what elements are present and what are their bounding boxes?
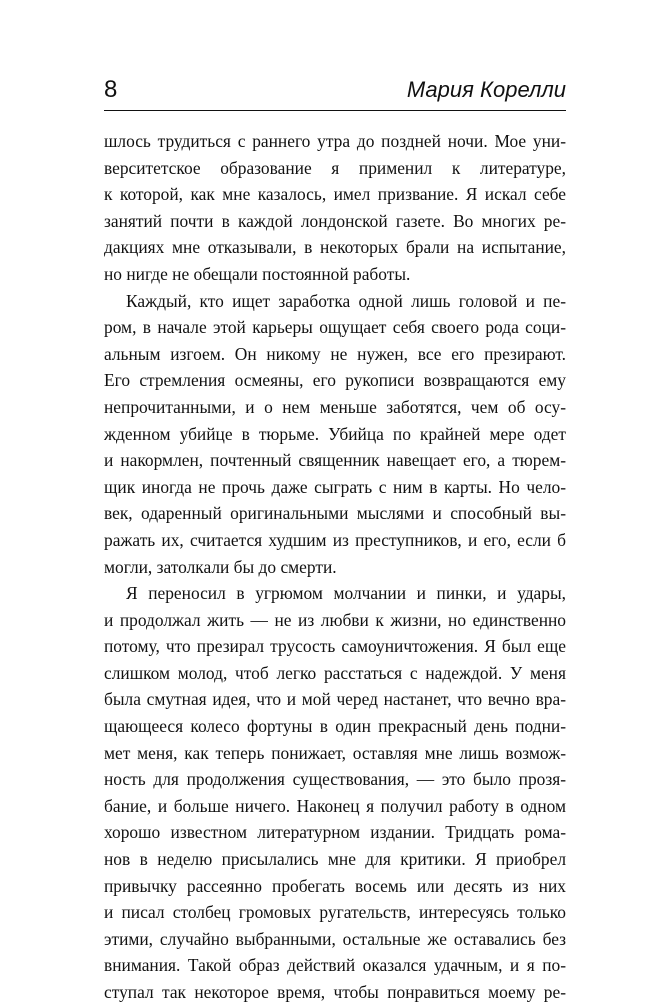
text-line: нов в неделю присылались мне для критики. Я приобрел (104, 849, 566, 870)
text-line: шлось трудиться с раннего утра до поздней ночи. Мое уни- (104, 131, 566, 151)
text-line: непрочитанными, и о нем меньше заботятся, чем об осу- (104, 396, 566, 417)
text-line: ступал так некоторое время, чтобы понравиться моему ре- (104, 982, 566, 1002)
text-line: хорошо известном литературном издании. Тридцать рома- (104, 822, 566, 843)
page-number: 8 (104, 76, 118, 103)
text-line: щик иногда не прочь даже сыграть с ним в карты. Но чело- (104, 476, 566, 497)
text-line: Каждый, кто ищет заработка одной лишь головой и пе- (126, 290, 566, 311)
text-line: слишком молод, чтоб легко расстаться с надеждой. У меня (104, 662, 566, 683)
text-line: век, одаренный оригинальными мыслями и способный вы- (104, 503, 566, 524)
text-line: но нигде не обещали постоянной работы. (104, 263, 411, 284)
text-line: жденном убийце в тюрьме. Убийца по крайней мере одет (104, 423, 566, 444)
text-line: и писал столбец громовых ругательств, интересуясь только (104, 902, 566, 923)
text-line: занятий почти в каждой лондонской газете. Во многих ре- (104, 210, 566, 231)
text-line: этими, случайно выбранными, остальные же оставались без (104, 928, 566, 949)
text-line: ражать их, считается худшим из преступников, и его, если б (104, 529, 566, 550)
text-line: бание, и больше ничего. Наконец я получил работу в одном (104, 795, 566, 816)
text-line: потому, что презирал трусость самоуничтожения. Я был еще (104, 636, 566, 657)
text-line: щающееся колесо фортуны в один прекрасный день подни- (104, 716, 566, 737)
body-text (104, 128, 566, 1006)
text-line: мет меня, как теперь понижает, оставляя мне лишь возмож- (104, 742, 566, 763)
text-line: могли, затолкали бы до смерти. (104, 556, 337, 577)
text-line: к которой, как мне казалось, имел призвание. Я искал себе (104, 184, 566, 205)
paragraph (104, 288, 566, 581)
paragraph (104, 128, 566, 288)
text-line: была смутная идея, что и мой черед настанет, что вечно вра- (104, 689, 566, 710)
text-line: дакциях мне отказывали, в некоторых брали на испытание, (104, 237, 566, 258)
text-line: внимания. Такой образ действий оказался удачным, и я по- (104, 955, 566, 976)
running-title: Мария Корелли (406, 77, 566, 102)
page-header (104, 70, 566, 110)
text-line: Я переносил в угрюмом молчании и пинки, и удары, (126, 583, 566, 604)
text-line: и продолжал жить — не из любви к жизни, но единственно (104, 609, 566, 630)
text-line: привычку рассеянно пробегать восемь или десять из них (104, 875, 566, 896)
text-line: верситетское образование я применил к литературе, (104, 157, 566, 178)
text-line: ность для продолжения существования, — это было прозя- (104, 769, 566, 790)
text-line: альным изгоем. Он никому не нужен, все его презирают. (104, 343, 566, 364)
text-line: Его стремления осмеяны, его рукописи возвращаются ему (104, 370, 566, 391)
text-line: и накормлен, почтенный священник навещает его, а тюрем- (104, 450, 566, 471)
text-line: ром, в начале этой карьеры ощущает себя своего рода соци- (104, 317, 566, 338)
paragraph (104, 580, 566, 1006)
header-rule (104, 110, 566, 111)
